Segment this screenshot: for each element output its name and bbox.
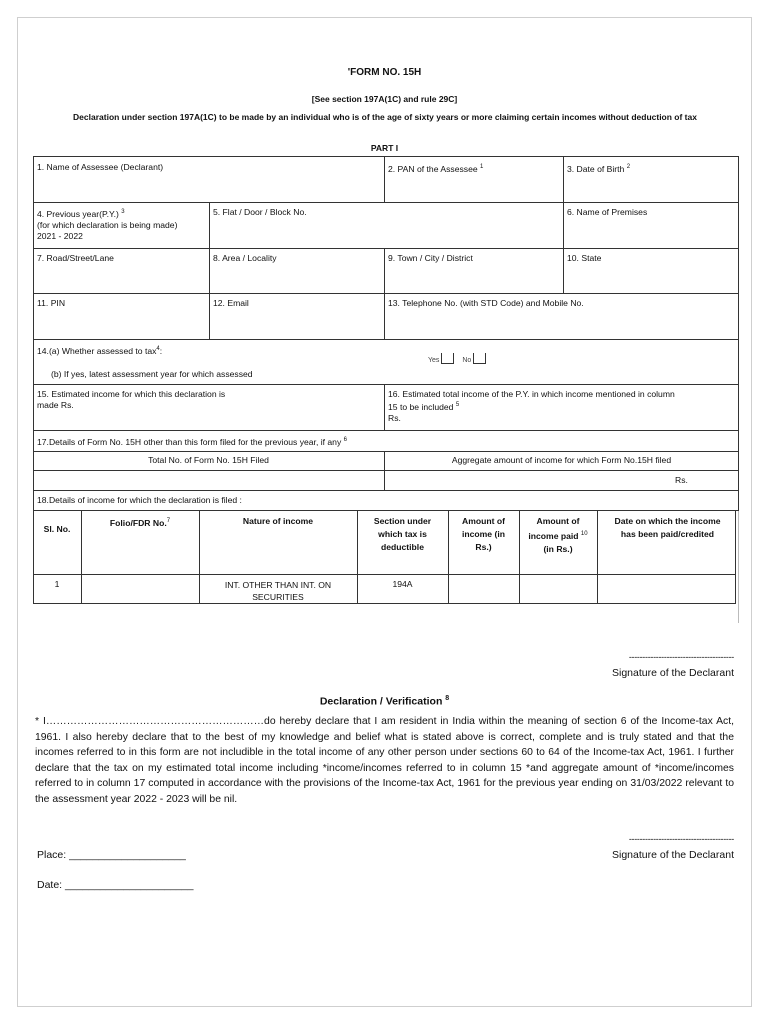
field-email-label: 12. Email [213,298,249,308]
form-subtitle: [See section 197A(1C) and rule 29C] [311,94,458,104]
section-header: Section under which tax is deductible [373,516,432,552]
form-title: 'FORM NO. 15H [347,67,422,78]
date-field[interactable]: Date: ______________________ [37,879,194,891]
yes-no-options [428,353,486,366]
field-pin-label: 11. PIN [37,298,66,308]
field-previous-year: 4. Previous year(P.Y.) $^3$ (for which declaration is being made) 2021 - 2022 [37,208,178,241]
field-estimated-income: 15. Estimated income for which this declaration is made Rs. [37,389,226,410]
date-paid-header: Date on which the income has been paid/credited [614,516,721,539]
total-forms-header: Total No. of Form No. 15H Filed [148,455,269,465]
field-town-label: 9. Town / City / District [388,253,473,263]
amount-header: Amount of income (in Rs.) [462,516,505,552]
yes-label: Yes [428,357,440,364]
yes-checkbox[interactable] [441,353,454,364]
field-road-label: 7. Road/Street/Lane [37,253,114,263]
field-area-label: 8. Area / Locality [213,253,277,263]
field-dob-label: 3. Date of Birth $^2$ [567,163,631,174]
row-section: 194A [392,579,413,589]
field-estimated-total-income: 16. Estimated total income of the P.Y. in which income mentioned in column 15 to be included $^5$ Rs. [388,389,675,423]
signature-label-2: Signature of the Declarant [612,849,734,861]
field-flat-label: 5. Flat / Door / Block No. [213,207,307,217]
place-field[interactable]: Place: ____________________ [37,849,186,861]
row-nature: INT. OTHER THAN INT. ON SECURITIES [224,580,332,602]
declaration-paragraph: * I………………………………………………………do hereby declare that I am resident in India within the meaning of section 6 of the Income-tax Act, 1961. I also hereby declare that to the best of my knowledge and belief what is stated above is correct, complete and is truly stated and that the incomes referred to in this form are not includible in the total income of any other person under sections 60 to 64 of the Income-tax Act, 1961. I further declare that the tax on my estimated total income including *income/incomes referred to in column 15 *and aggregate amount of *income/incomes referred to in column 17 computed in accordance with the provisions of the Income-tax Act, 1961 for the previous year ending on 31/03/2022 relevant to the assessment year 2022 - 2023 will be nil. [35,716,734,805]
field-premises-label: 6. Name of Premises [567,207,648,217]
signature-line-2: --------------------------------------- [628,834,734,844]
part-label: PART I [370,143,399,153]
field-pan-label: 2. PAN of the Assessee $^1$ [388,163,484,174]
amount-paid-header: Amount of income paid $^{10}$ (in Rs.) [528,516,588,554]
field-name-label: 1. Name of Assessee (Declarant) [37,162,164,172]
field-assessed-label: 14.(a) Whether assessed to tax$^4$: [37,345,163,356]
nature-header: Nature of income [242,516,314,526]
declaration-heading: Declaration under section 197A(1C) to be made by an individual who is of the age of sixty years or more claiming certain incomes without deduction of tax [73,112,697,122]
sl-no-header: Sl. No. [43,524,71,534]
aggregate-amount-header: Aggregate amount of income for which Form No.15H filed [451,455,672,465]
signature-label-1: Signature of the Declarant [612,667,734,679]
signature-line-1: --------------------------------------- [628,652,734,662]
aggregate-rs-label: Rs. [675,475,688,485]
field-other-forms-label: 17.Details of Form No. 15H other than this form filed for the previous year, if any $^6$ [37,436,347,447]
no-label: No [462,357,472,364]
field-income-details-label: 18.Details of income for which the declaration is filed : [37,495,242,505]
field-state-label: 10. State [567,253,602,263]
no-checkbox[interactable] [473,353,486,364]
verification-heading: Declaration / Verification $^8$ [319,695,450,708]
field-telephone-label: 13. Telephone No. (with STD Code) and Mobile No. [388,298,584,308]
field-latest-assessment-label: (b) If yes, latest assessment year for which assessed [51,369,253,379]
folio-header: Folio/FDR No.$^7$ [109,517,171,528]
row-sl-no: 1 [54,579,60,589]
previous-year-value: 2021 - 2022 [37,230,83,241]
